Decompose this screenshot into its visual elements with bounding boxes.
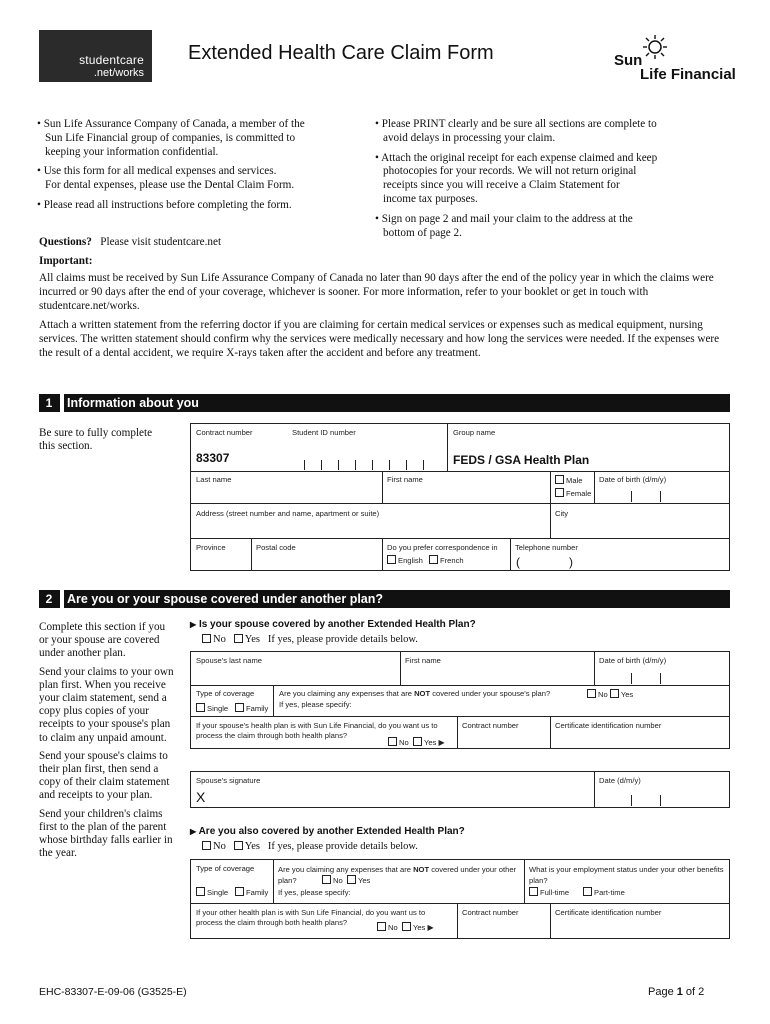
no-checkbox[interactable] bbox=[388, 737, 397, 746]
digit-tick bbox=[338, 460, 339, 470]
single-label: Single bbox=[207, 888, 229, 897]
male-option[interactable] bbox=[555, 475, 582, 485]
digit-tick bbox=[321, 460, 322, 470]
first-name-label: First name bbox=[387, 475, 423, 484]
female-label: Female bbox=[566, 489, 592, 498]
checkbox[interactable] bbox=[387, 555, 396, 564]
french-option[interactable] bbox=[429, 555, 464, 565]
yes-checkbox[interactable] bbox=[347, 875, 356, 884]
yes-label: Yes bbox=[244, 841, 260, 852]
no-label: No bbox=[213, 841, 226, 852]
yes-checkbox[interactable] bbox=[402, 922, 411, 931]
logo-text-line2: .net/works bbox=[93, 67, 144, 79]
intro-right-line: • Attach the original receipt for each expense claimed and keep bbox=[375, 151, 658, 164]
male-label: Male bbox=[566, 476, 583, 485]
no-checkbox[interactable] bbox=[202, 841, 211, 850]
date-tick bbox=[631, 491, 632, 502]
questions-line bbox=[39, 236, 221, 248]
grid-line bbox=[382, 471, 383, 503]
question-text: covered under your spouse's plan? bbox=[430, 689, 551, 698]
grid-line bbox=[400, 651, 401, 685]
city-label: City bbox=[555, 509, 569, 518]
female-option[interactable] bbox=[555, 488, 591, 498]
grid-line bbox=[382, 538, 383, 571]
single-label: Single bbox=[207, 704, 229, 713]
english-label: English bbox=[398, 556, 423, 565]
part-time-option[interactable] bbox=[583, 887, 625, 897]
grid-line bbox=[190, 503, 730, 504]
section-1-header bbox=[39, 394, 730, 412]
checkbox[interactable] bbox=[235, 887, 244, 896]
section-divider bbox=[60, 590, 64, 608]
group-name-value[interactable]: FEDS / GSA Health Plan bbox=[453, 453, 590, 467]
contract-number-label: Contract number bbox=[462, 908, 519, 917]
page-total: of 2 bbox=[682, 986, 705, 998]
yes-checkbox[interactable] bbox=[610, 689, 619, 698]
intro-left bbox=[37, 118, 357, 213]
student-id-label: Student ID number bbox=[292, 428, 356, 437]
single-option[interactable] bbox=[196, 887, 228, 897]
section-number: 1 bbox=[45, 396, 53, 410]
no-checkbox[interactable] bbox=[202, 634, 211, 643]
correspondence-label: Do you prefer correspondence in bbox=[387, 543, 498, 552]
not-covered-question bbox=[278, 864, 518, 886]
emphasis-not: NOT bbox=[414, 689, 431, 698]
grid-line bbox=[594, 651, 595, 685]
section-1-instructions: Be sure to fully complete this section. bbox=[39, 427, 153, 453]
grid-line bbox=[550, 903, 551, 939]
if-yes-specify-label: If yes, please specify: bbox=[278, 888, 351, 897]
checkbox[interactable] bbox=[555, 488, 564, 497]
grid-line bbox=[447, 423, 448, 471]
date-tick bbox=[660, 795, 661, 806]
intro-left-line: • Please read all instructions before completing the form. bbox=[37, 198, 292, 211]
checkbox[interactable] bbox=[235, 703, 244, 712]
intro-right-line: • Sign on page 2 and mail your claim to the address at the bbox=[375, 212, 633, 225]
not-covered-question bbox=[279, 689, 550, 698]
questions-text: Please visit studentcare.net bbox=[100, 236, 222, 248]
postal-code-label: Postal code bbox=[256, 543, 296, 552]
instruction-paragraph: Send your spouse's claims to their plan first, then send a copy of their claim statement and receipts to your plan. bbox=[39, 749, 170, 802]
grid-line bbox=[594, 771, 595, 808]
grid-line bbox=[273, 685, 274, 716]
section-title: Information about you bbox=[67, 396, 199, 410]
instruction-paragraph: Send your children's claims first to the plan of the parent whose birthday falls earlier in the year. bbox=[39, 807, 173, 860]
intro-right-line: • Please PRINT clearly and be sure all sections are complete to bbox=[375, 118, 657, 130]
telephone-close-paren: ) bbox=[569, 555, 573, 569]
important-paragraph-2: Attach a written statement from the referring doctor if you are claiming for certain medical services or expenses such as medical equipment, nursing services. The written statement should confirm why the services were medically necessary and how long the services were needed. If the expenses were the result of a dental accident, we require X-rays taken after the accident and before any treatment. bbox=[39, 319, 720, 359]
you-covered-answer bbox=[202, 841, 418, 852]
grid-line bbox=[510, 538, 511, 571]
date-tick bbox=[631, 795, 632, 806]
yes-label: Yes bbox=[620, 690, 634, 699]
yes-checkbox[interactable] bbox=[413, 737, 422, 746]
intro-right bbox=[375, 118, 715, 240]
grid-line bbox=[457, 716, 458, 749]
signature-date-label: Date (d/m/y) bbox=[599, 776, 641, 785]
sun-life-process-answer bbox=[377, 922, 434, 932]
spouse-signature-label: Spouse's signature bbox=[196, 776, 261, 785]
dob-label: Date of birth (d/m/y) bbox=[599, 475, 667, 484]
contract-number-value[interactable]: 83307 bbox=[196, 451, 230, 465]
signature-x-mark[interactable]: X bbox=[196, 789, 206, 805]
certificate-id-label: Certificate identification number bbox=[555, 721, 662, 730]
contract-number-label: Contract number bbox=[196, 428, 253, 437]
intro-right-line: avoid delays in processing your claim. bbox=[383, 131, 556, 144]
digit-tick bbox=[423, 460, 424, 470]
student-id-field[interactable] bbox=[286, 440, 436, 471]
part-time-label: Part-time bbox=[594, 888, 625, 897]
grid-line bbox=[273, 859, 274, 903]
intro-left-line: • Use this form for all medical expenses and services. bbox=[37, 165, 277, 178]
single-option[interactable] bbox=[196, 703, 228, 713]
date-tick bbox=[660, 491, 661, 502]
spouse-last-name-label: Spouse's last name bbox=[196, 656, 263, 665]
question-text: Are you claiming any expenses that are bbox=[278, 865, 414, 874]
important-label: Important: bbox=[39, 255, 93, 267]
sun-life-process-question: If your spouse's health plan is with Sun Life Financial, do you want us to process the claim through both health plans? bbox=[196, 721, 438, 740]
family-option[interactable] bbox=[235, 703, 268, 713]
page-label: Page bbox=[648, 986, 677, 998]
important-paragraph-1: All claims must be received by Sun Life Assurance Company of Canada no later than 90 days after the end of the policy year in which the claims were incurred or 90 days after the end of your coverage, whichever is sooner. For more information, refer to your booklet or get in touch with studentcare.net/works. bbox=[39, 272, 714, 312]
form-title: Extended Health Care Claim Form bbox=[188, 42, 494, 64]
last-name-label: Last name bbox=[196, 475, 232, 484]
checkbox[interactable] bbox=[196, 703, 205, 712]
yes-checkbox[interactable] bbox=[234, 841, 243, 850]
section-2-instructions bbox=[39, 621, 175, 865]
digit-tick bbox=[406, 460, 407, 470]
intro-right-line: income tax purposes. bbox=[383, 192, 478, 205]
you-covered-question: ▶ Are you also covered by another Extended Health Plan? bbox=[190, 826, 465, 837]
checkbox[interactable] bbox=[555, 475, 564, 484]
date-tick bbox=[631, 673, 632, 684]
type-of-coverage-label: Type of coverage bbox=[196, 689, 255, 698]
question-text: Are you claiming any expenses that are bbox=[279, 689, 415, 698]
digit-tick bbox=[372, 460, 373, 470]
grid-line bbox=[550, 503, 551, 538]
checkbox[interactable] bbox=[583, 887, 592, 896]
yes-label: Yes bbox=[357, 876, 371, 885]
employment-status-question: What is your employment status under your other benefits plan? bbox=[529, 865, 724, 885]
grid-line bbox=[190, 903, 730, 904]
no-label: No bbox=[598, 690, 608, 699]
no-label: No bbox=[333, 876, 343, 885]
not-covered-answer bbox=[322, 875, 370, 885]
full-time-option[interactable] bbox=[529, 887, 569, 897]
grid-line bbox=[190, 538, 730, 539]
brand-name-line2: Life Financial bbox=[640, 66, 736, 83]
grid-line bbox=[190, 471, 730, 472]
questions-label: Questions? bbox=[39, 236, 92, 248]
section-title: Are you or your spouse covered under another plan? bbox=[67, 592, 384, 606]
checkbox[interactable] bbox=[529, 887, 538, 896]
no-checkbox[interactable] bbox=[377, 922, 386, 931]
grid-line bbox=[457, 903, 458, 939]
grid-line bbox=[524, 859, 525, 903]
logo-text-line1: studentcare bbox=[79, 53, 144, 67]
no-label: No bbox=[399, 738, 409, 747]
digit-tick bbox=[389, 460, 390, 470]
arrow-right-icon: ▶ bbox=[427, 923, 434, 932]
arrow-right-icon: ▶ bbox=[438, 738, 445, 747]
group-name-label: Group name bbox=[453, 428, 496, 437]
no-checkbox[interactable] bbox=[322, 875, 331, 884]
type-of-coverage-label: Type of coverage bbox=[196, 864, 255, 873]
page-indicator bbox=[648, 986, 704, 998]
yes-label: Yes bbox=[412, 923, 426, 932]
section-number: 2 bbox=[45, 592, 53, 606]
yes-checkbox[interactable] bbox=[234, 634, 243, 643]
sun-life-process-answer bbox=[388, 737, 445, 747]
details-instruction: If yes, please provide details below. bbox=[267, 841, 418, 852]
spouse-dob-label: Date of birth (d/m/y) bbox=[599, 656, 667, 665]
family-label: Family bbox=[246, 888, 269, 897]
question-text: covered under your other plan? bbox=[278, 865, 517, 885]
address-label: Address (street number and name, apartment or suite) bbox=[196, 509, 380, 518]
french-label: French bbox=[440, 556, 464, 565]
form-code: EHC-83307-E-09-06 (G3525-E) bbox=[39, 986, 187, 998]
grid-line bbox=[594, 471, 595, 503]
section-2-header bbox=[39, 590, 730, 608]
page-number: 1 bbox=[676, 986, 683, 998]
spouse-covered-question: ▶ Is your spouse covered by another Extended Health Plan? bbox=[190, 619, 476, 630]
spouse-first-name-label: First name bbox=[405, 656, 441, 665]
no-checkbox[interactable] bbox=[587, 689, 596, 698]
grid-line bbox=[190, 716, 730, 717]
if-yes-specify-label: If yes, please specify: bbox=[279, 700, 352, 709]
no-label: No bbox=[388, 923, 398, 932]
sun-icon bbox=[642, 34, 668, 60]
digit-tick bbox=[304, 460, 305, 470]
family-label: Family bbox=[246, 704, 269, 713]
details-instruction: If yes, please provide details below. bbox=[267, 634, 418, 645]
intro-left-line: • Sun Life Assurance Company of Canada, a member of the bbox=[37, 118, 305, 130]
yes-label: Yes bbox=[244, 634, 260, 645]
checkbox[interactable] bbox=[429, 555, 438, 564]
full-time-label: Full-time bbox=[540, 888, 570, 897]
intro-right-line: photocopies for your records. We will not return original bbox=[383, 165, 637, 178]
telephone-open-paren: ( bbox=[516, 555, 520, 569]
intro-left-line: Sun Life Financial group of companies, is committed to bbox=[45, 131, 296, 144]
province-label: Province bbox=[196, 543, 226, 552]
intro-right-line: bottom of page 2. bbox=[383, 226, 462, 239]
section-divider bbox=[60, 394, 64, 412]
question-text: Are you also covered by another Extended Health Plan? bbox=[198, 826, 465, 837]
grid-line bbox=[251, 538, 252, 571]
spouse-covered-answer bbox=[202, 634, 418, 645]
intro-right-line: receipts since you will receive a Claim Statement for bbox=[383, 179, 620, 192]
not-covered-answer bbox=[587, 689, 633, 699]
instruction-paragraph: Send your claims to your own plan first. When you receive your claim statement, send a copy plus copies of your receipts to your spouse's plan to claim any unpaid amount. bbox=[39, 665, 174, 744]
emphasis-not: NOT bbox=[413, 865, 430, 874]
english-option[interactable] bbox=[387, 555, 423, 565]
intro-left-line: keeping your information confidential. bbox=[45, 145, 219, 158]
grid-line bbox=[190, 685, 730, 686]
brand-name-line1: Sun bbox=[614, 52, 643, 69]
yes-label: Yes bbox=[423, 738, 437, 747]
family-option[interactable] bbox=[235, 887, 268, 897]
grid-line bbox=[550, 471, 551, 503]
no-label: No bbox=[213, 634, 226, 645]
intro-left-line: For dental expenses, please use the Dental Claim Form. bbox=[45, 179, 295, 192]
sun-life-process-question: If your other health plan is with Sun Life Financial, do you want us to process the claim through both health plans? bbox=[196, 908, 426, 927]
telephone-label: Telephone number bbox=[515, 543, 578, 552]
date-tick bbox=[660, 673, 661, 684]
grid-line bbox=[550, 716, 551, 749]
instruction-paragraph: Complete this section if you or your spouse are covered under another plan. bbox=[39, 621, 166, 660]
checkbox[interactable] bbox=[196, 887, 205, 896]
digit-tick bbox=[355, 460, 356, 470]
spouse-signature-form bbox=[190, 771, 730, 808]
contract-number-label: Contract number bbox=[462, 721, 519, 730]
question-text: Is your spouse covered by another Extended Health Plan? bbox=[198, 619, 476, 630]
certificate-id-label: Certificate identification number bbox=[555, 908, 662, 917]
